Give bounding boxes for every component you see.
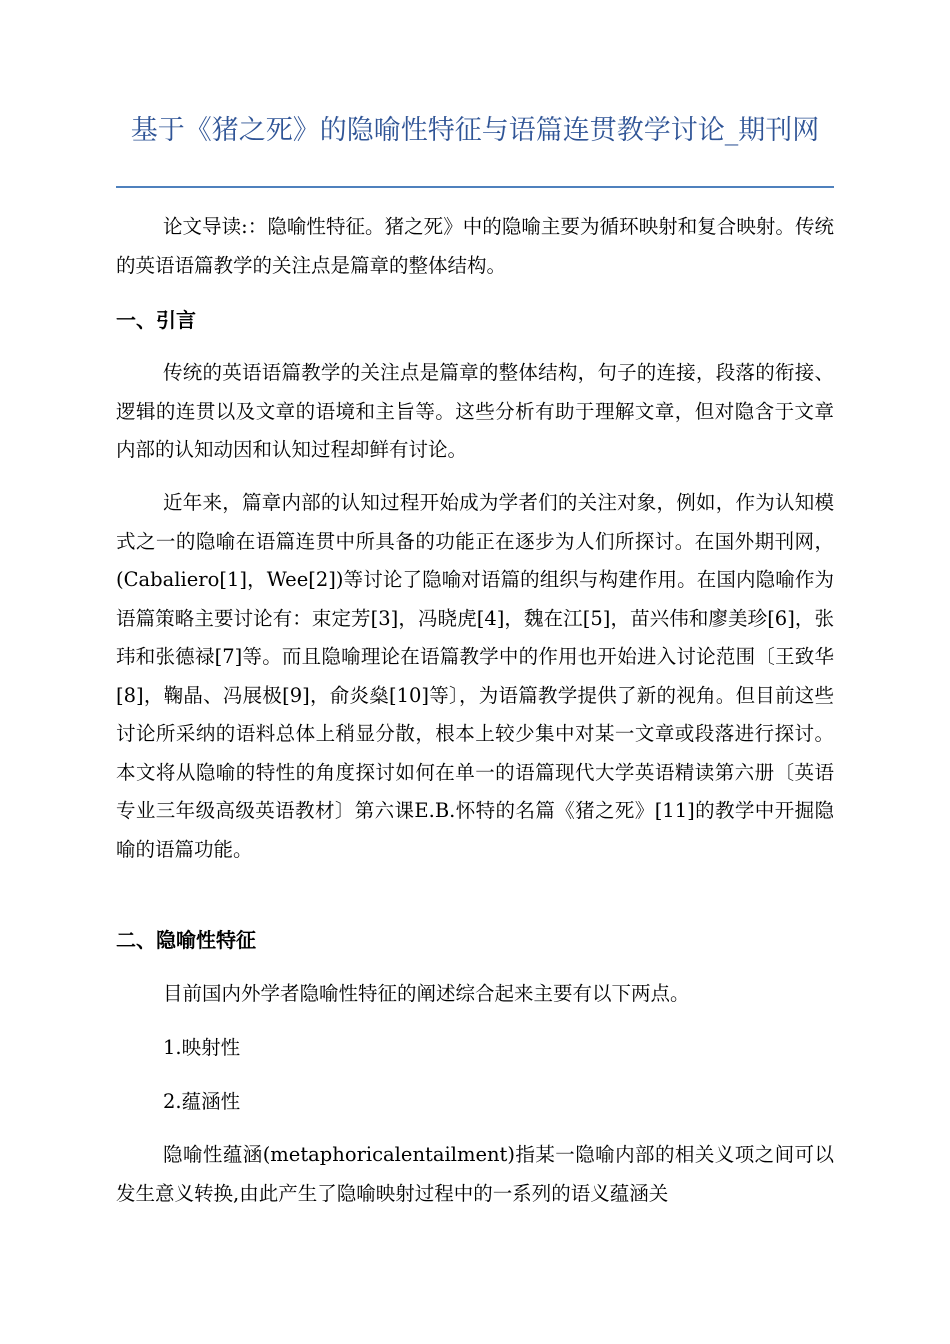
document-title: 基于《猪之死》的隐喻性特征与语篇连贯教学讨论_期刊网 <box>130 115 820 146</box>
feature-item-mapping: 1.映射性 <box>163 1036 241 1059</box>
feature-item-entailment: 2.蕴涵性 <box>163 1090 241 1113</box>
intro-paragraph-1: 传统的英语语篇教学的关注点是篇章的整体结构，句子的连接，段落的衔接、逻辑的连贯以及文章的语境和主旨等。这些分析有助于理解文章，但对隐含于文章内部的认知动因和认知过程却鲜有讨论。 <box>116 361 834 461</box>
section-heading-introduction: 一、引言 <box>116 308 196 332</box>
features-intro-paragraph: 目前国内外学者隐喻性特征的阐述综合起来主要有以下两点。 <box>163 982 690 1005</box>
intro-paragraph-2: 近年来，篇章内部的认知过程开始成为学者们的关注对象，例如，作为认知模式之一的隐喻在语篇连贯中所具备的功能正在逐步为人们所探讨。在国外期刊网，(Cabaliero[1]，Wee[2])等讨论了隐喻对语篇的组织与构建作用。在国内隐喻作为语篇策略主要讨论有：束定芳[3]，冯晓虎[4]，魏在江[5]，苗兴伟和廖美珍[6]，张玮和张德禄[7]等。而且隐喻理论在语篇教学中的作用也开始进入讨论范围〔王致华[8]，鞠晶、冯展极[9]，俞炎燊[10]等〕，为语篇教学提供了新的视角。但目前这些讨论所采纳的语料总体上稍显分散，根本上较少集中对某一文章或段落进行探讨。本文将从隐喻的特性的角度探讨如何在单一的语篇现代大学英语精读第六册〔英语专业三年级高级英语教材〕第六课E.B.怀特的名篇《猪之死》[11]的教学中开掘隐喻的语篇功能。 <box>116 491 834 861</box>
title-underline <box>116 186 834 188</box>
entailment-paragraph: 隐喻性蕴涵(metaphoricalentailment)指某一隐喻内部的相关义项之间可以发生意义转换,由此产生了隐喻映射过程中的一系列的语义蕴涵关 <box>116 1143 834 1205</box>
abstract-paragraph: 论文导读:：隐喻性特征。猪之死》中的隐喻主要为循环映射和复合映射。传统的英语语篇教学的关注点是篇章的整体结构。 <box>116 215 834 277</box>
section-heading-metaphor-features: 二、隐喻性特征 <box>116 928 256 952</box>
